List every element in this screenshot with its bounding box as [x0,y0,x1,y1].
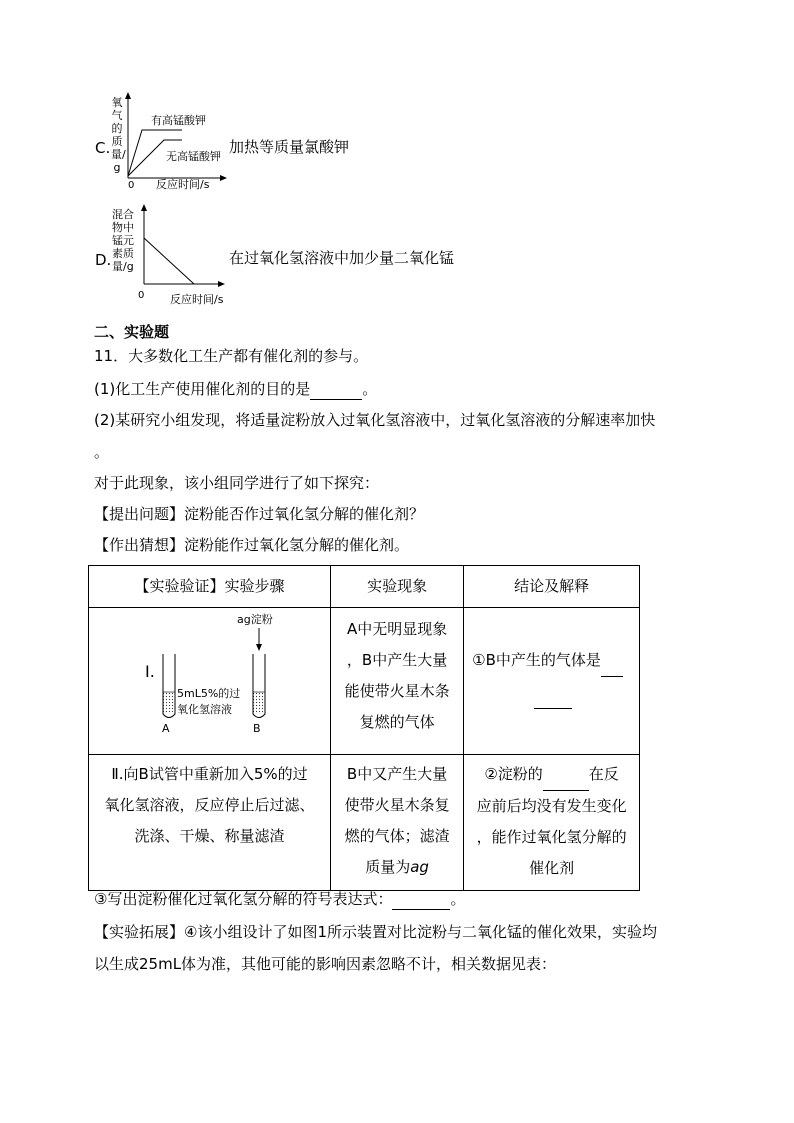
answer-blank[interactable] [310,379,362,400]
mass-value: ag [410,858,429,876]
option-d-xlabel: 反应时间/s [170,293,224,306]
phenomenon-line: A中无明显现象 [346,620,448,638]
phenomenon-line: 复燃的气体 [359,713,435,731]
option-d-ylabel-line: 素质 [112,247,134,260]
starch-label: ag淀粉 [237,613,273,626]
answer-blank[interactable] [601,645,623,677]
conclusion-cell [464,608,640,755]
y-axis-arrow [125,92,131,99]
x-axis-arrow [218,281,225,287]
tube-b-liquid [254,692,265,714]
phenomenon-cell [331,755,464,891]
expand-line1: 【实验拓展】④该小组设计了如图1所示装置对比淀粉与二氧化锰的催化效果，实验均 [94,923,657,941]
option-d-description: 在过氧化氢溶液中加少量二氧化锰 [229,249,455,267]
question-11-part2-line2: 。 [94,443,110,461]
question-11-hypothesis: 【作出猜想】淀粉能作过氧化氢分解的催化剂。 [94,536,410,554]
line-manganese-mass [144,238,194,284]
question-11-part1 [94,379,377,400]
option-d-graph [136,202,228,288]
option-d-ylabel-line: 混合 [112,208,134,221]
step-line: Ⅱ.向B试管中重新加入5%的过 [111,765,308,783]
option-c-xlabel: 反应时间/s [156,178,210,191]
header-cell: 【实验验证】实验步骤 [89,566,331,608]
option-d-origin: 0 [138,290,145,301]
tube-a-liquid [164,692,175,714]
step-label: Ⅰ. [145,662,155,681]
y-axis-arrow [141,204,147,211]
conclusion-cell [464,755,640,891]
tube-a-label: A [162,722,170,735]
question-11-intro: 对于此现象，该小组同学进行了如下探究： [94,474,380,492]
conclusion-line: ，能作过氧化氢分解的 [476,828,627,846]
arrow-down-icon [256,644,262,651]
table-row [89,755,640,891]
conclusion-line: 催化剂 [529,859,575,877]
tube-b-label: B [253,722,261,735]
question-11-problem: 【提出问题】淀粉能否作过氧化氢分解的催化剂？ [94,505,425,523]
header-cell: 实验现象 [331,566,464,608]
option-c-ylabel: 氧气的质量/g [111,96,126,174]
option-c-origin: 0 [128,180,135,191]
step-cell [89,608,331,755]
option-c-letter: C. [95,139,111,157]
x-axis-arrow [220,175,227,181]
conclusion-text: ①B中产生的气体是 [472,651,601,669]
tubes-svg [153,626,273,736]
step-line: 氧化氢溶液，反应停止后过滤、 [104,796,315,814]
option-d-ylabel-line: 锰元 [112,234,134,247]
phenomenon-line: 燃的气体；滤渣 [344,827,450,845]
answer-blank[interactable] [543,759,589,791]
conclusion-suffix: 在反 [588,765,619,783]
step-line: 洗涤、干燥、称量滤渣 [134,827,285,845]
answer-blank[interactable] [392,889,450,910]
conclusion-line: 应前后均没有发生变化 [476,797,627,815]
option-c-line-without-label: 无高锰酸钾 [166,150,221,163]
phenomenon-line: ，B中产生大量 [346,651,448,669]
expand-line2: 以生成25mL体为准，其他可能的影响因素忽略不计，相关数据见表： [94,955,557,973]
option-d-letter: D. [95,251,112,269]
step-cell [89,755,331,891]
phenomenon-line: 使带火星木条复 [344,796,450,814]
conclusion-prefix: ②淀粉的 [484,765,543,783]
table-row [89,608,640,755]
answer-blank[interactable] [534,677,572,709]
solution-label-line2: 氧化氢溶液 [177,703,232,716]
option-d-ylabel-line: 物中 [112,221,134,234]
phenomenon-cell [331,608,464,755]
option-c-line-with-label: 有高锰酸钾 [151,114,206,127]
phenomenon-line: 能使带火星木条 [344,682,450,700]
option-c-description: 加热等质量氯酸钾 [229,138,350,156]
option-d-ylabel [112,208,138,273]
solution-label-line1: 5mL5%的过 [177,687,241,700]
phenomenon-line: B中又产生大量 [346,765,448,783]
option-c-graph [118,90,230,182]
question-11-part2-line1: (2)某研究小组发现，将适量淀粉放入过氧化氢溶液中，过氧化氢溶液的分解速率加快 [94,411,656,429]
header-cell: 结论及解释 [464,566,640,608]
section-title: 二、实验题 [94,323,170,341]
question-3 [94,889,465,910]
part1-suffix: 。 [362,380,378,398]
option-d-ylabel-line: 量/g [112,260,134,273]
question-3-suffix: 。 [450,890,466,908]
question-11-stem: 11．大多数化工生产都有催化剂的参与。 [94,347,369,365]
test-tube-diagram [89,608,330,754]
mass-prefix: 质量为 [365,858,411,876]
question-3-prefix: ③写出淀粉催化过氧化氢分解的符号表达式： [94,890,393,908]
experiment-table [88,565,640,891]
table-header-row [89,566,640,608]
part1-prefix: (1)化工生产使用催化剂的目的是 [94,380,311,398]
